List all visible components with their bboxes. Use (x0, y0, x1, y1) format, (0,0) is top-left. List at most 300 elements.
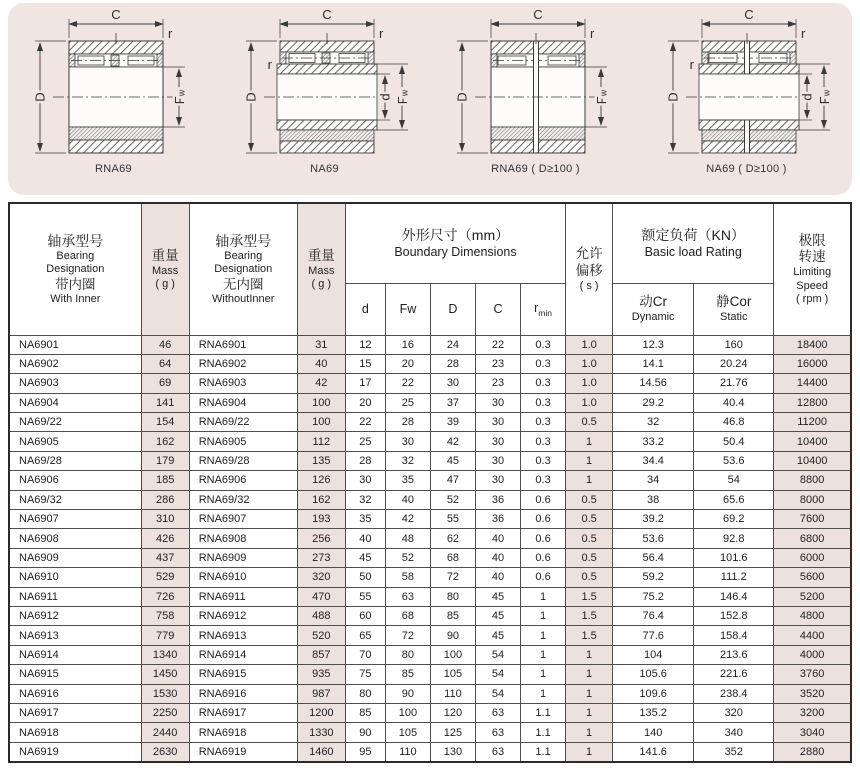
header-basic-load-rating (613, 203, 774, 283)
header-mass-2 (297, 203, 345, 335)
table-row (9, 490, 851, 509)
cell-dynamic-load: 14.56 (613, 374, 694, 393)
cell-misalignment: 1 (566, 703, 613, 722)
cell-rmin: 0.3 (521, 393, 566, 412)
cell-limiting-speed: 4400 (774, 626, 851, 645)
cell-C: 36 (475, 490, 520, 509)
cell-designation-without-inner: RNA6909 (189, 548, 297, 567)
cell-limiting-speed: 5200 (774, 587, 851, 606)
cell-mass-without-inner: 320 (297, 568, 345, 587)
header-en: Basic load Rating (644, 244, 742, 259)
cell-dynamic-load: 75.2 (613, 587, 694, 606)
table-row (9, 742, 851, 761)
cell-fw: 85 (385, 665, 430, 684)
cell-rmin: 1.1 (521, 723, 566, 742)
cell-mass-without-inner: 42 (297, 374, 345, 393)
bearing-section (475, 33, 601, 153)
cell-D: 45 (430, 451, 475, 470)
cell-C: 40 (475, 568, 520, 587)
cell-C: 36 (475, 510, 520, 529)
cell-designation-with-inner: NA6913 (9, 626, 141, 645)
cell-dynamic-load: 12.3 (613, 335, 694, 354)
dim-label-r: r (589, 26, 594, 41)
cell-mass-without-inner: 135 (297, 451, 345, 470)
cell-limiting-speed: 14400 (774, 374, 851, 393)
table-row (9, 354, 851, 373)
cell-misalignment: 1 (566, 471, 613, 490)
cell-fw: 42 (385, 510, 430, 529)
cell-d: 80 (345, 684, 385, 703)
cell-designation-with-inner: NA6903 (9, 374, 141, 393)
cell-dynamic-load: 59.2 (613, 568, 694, 587)
cell-designation-with-inner: NA69/32 (9, 490, 141, 509)
cell-static-load: 50.4 (694, 432, 774, 451)
bearing-drawing-na69 (222, 7, 428, 163)
cell-misalignment: 1.5 (566, 587, 613, 606)
cell-dynamic-load: 135.2 (613, 703, 694, 722)
cell-dynamic-load: 39.2 (613, 510, 694, 529)
cell-rmin: 0.3 (521, 374, 566, 393)
cell-limiting-speed: 3040 (774, 723, 851, 742)
cell-C: 30 (475, 413, 520, 432)
header-en: Designation (46, 263, 105, 276)
cell-static-load: 92.8 (694, 529, 774, 548)
diagram-caption: RNA69 (95, 163, 132, 175)
cell-mass-with-inner: 141 (141, 393, 189, 412)
cell-C: 22 (475, 335, 520, 354)
table-row (9, 374, 851, 393)
cell-fw: 105 (385, 723, 430, 742)
cell-C: 30 (475, 432, 520, 451)
header-zh: 无内圈 (222, 276, 264, 292)
cell-designation-without-inner: RNA6907 (189, 510, 297, 529)
diagram-caption: NA69 (310, 163, 339, 175)
header-zh: 重量 (151, 247, 179, 263)
dim-label-d: d (799, 93, 814, 101)
cell-mass-with-inner: 726 (141, 587, 189, 606)
cell-static-load: 46.8 (694, 413, 774, 432)
table-row (9, 471, 851, 490)
cell-mass-with-inner: 64 (141, 354, 189, 373)
table-row (9, 432, 851, 451)
dim-label-D: D (665, 92, 680, 102)
cell-d: 12 (345, 335, 385, 354)
cell-D: 24 (430, 335, 475, 354)
diagram-rna69-d100 (432, 7, 640, 175)
cell-static-load: 158.4 (694, 626, 774, 645)
header-zh: 偏移 (575, 262, 603, 278)
dim-label-D: D (243, 92, 258, 102)
dim-label-c: C (321, 7, 332, 22)
cell-mass-with-inner: 185 (141, 471, 189, 490)
cell-d: 75 (345, 665, 385, 684)
cell-mass-without-inner: 987 (297, 684, 345, 703)
cell-mass-with-inner: 162 (141, 432, 189, 451)
cell-C: 45 (475, 626, 520, 645)
cell-designation-without-inner: RNA6910 (189, 568, 297, 587)
cell-static-load: 146.4 (694, 587, 774, 606)
cell-limiting-speed: 6800 (774, 529, 851, 548)
cell-fw: 80 (385, 645, 430, 664)
cell-D: 37 (430, 393, 475, 412)
header-misalignment (566, 203, 613, 335)
cell-designation-with-inner: NA6902 (9, 354, 141, 373)
cell-d: 17 (345, 374, 385, 393)
header-designation-with-inner (9, 203, 141, 335)
header-en: Bearing (56, 250, 95, 263)
cell-C: 40 (475, 529, 520, 548)
dim-label-Fw: Fw (171, 89, 186, 105)
cell-mass-without-inner: 31 (297, 335, 345, 354)
table-row (9, 529, 851, 548)
cell-d: 20 (345, 393, 385, 412)
diagram-na69-d100 (643, 7, 851, 175)
cell-designation-with-inner: NA6917 (9, 703, 141, 722)
cell-mass-without-inner: 1200 (297, 703, 345, 722)
cell-mass-without-inner: 112 (297, 432, 345, 451)
header-zh: 允许 (575, 245, 603, 261)
header-boundary-dimensions (345, 203, 565, 283)
cell-fw: 72 (385, 626, 430, 645)
header-en: Boundary Dimensions (394, 244, 517, 259)
header-col-D: D (430, 283, 475, 335)
cell-limiting-speed: 8800 (774, 471, 851, 490)
cell-D: 55 (430, 510, 475, 529)
dim-label-c: C (110, 7, 121, 22)
dim-label-Fw: Fw (593, 89, 608, 105)
dim-label-r: r (800, 26, 805, 41)
table-row (9, 413, 851, 432)
cell-C: 45 (475, 606, 520, 625)
cell-dynamic-load: 38 (613, 490, 694, 509)
table-row (9, 626, 851, 645)
cell-designation-without-inner: RNA6905 (189, 432, 297, 451)
cell-d: 65 (345, 626, 385, 645)
header-unit: ( g ) (311, 277, 332, 290)
cell-mass-with-inner: 179 (141, 451, 189, 470)
table-row (9, 335, 851, 354)
cell-rmin: 1 (521, 684, 566, 703)
cell-designation-with-inner: NA6909 (9, 548, 141, 567)
header-zh: 极限 (798, 232, 826, 248)
header-en: WithoutInner (212, 293, 275, 306)
dim-label-Fw: Fw (816, 89, 831, 105)
cell-d: 45 (345, 548, 385, 567)
cell-dynamic-load: 109.6 (613, 684, 694, 703)
cell-rmin: 1 (521, 626, 566, 645)
header-col-fw: Fw (385, 283, 430, 335)
dim-label-d: d (377, 93, 392, 101)
cell-rmin: 1 (521, 645, 566, 664)
cell-limiting-speed: 18400 (774, 335, 851, 354)
cell-static-load: 54 (694, 471, 774, 490)
cell-dynamic-load: 104 (613, 645, 694, 664)
header-zh: 轴承型号 (47, 232, 104, 249)
cell-fw: 16 (385, 335, 430, 354)
diagram-caption: NA69 ( D≥100 ) (706, 163, 787, 175)
cell-rmin: 0.6 (521, 490, 566, 509)
cell-designation-without-inner: RNA6906 (189, 471, 297, 490)
header-designation-without-inner (189, 203, 297, 335)
cell-fw: 28 (385, 413, 430, 432)
header-unit: ( g ) (155, 277, 175, 290)
diagram-caption: RNA69 ( D≥100 ) (491, 163, 580, 175)
cell-dynamic-load: 53.6 (613, 529, 694, 548)
cell-misalignment: 1 (566, 665, 613, 684)
cell-limiting-speed: 16000 (774, 354, 851, 373)
cell-mass-with-inner: 437 (141, 548, 189, 567)
cell-mass-with-inner: 154 (141, 413, 189, 432)
dim-label-D: D (454, 92, 469, 102)
cell-C: 54 (475, 684, 520, 703)
cell-misalignment: 1.0 (566, 374, 613, 393)
cell-C: 30 (475, 451, 520, 470)
cell-limiting-speed: 12800 (774, 393, 851, 412)
cell-designation-with-inner: NA6905 (9, 432, 141, 451)
cell-misalignment: 0.5 (566, 529, 613, 548)
cell-designation-without-inner: RNA6902 (189, 354, 297, 373)
cell-static-load: 111.2 (694, 568, 774, 587)
cell-C: 63 (475, 703, 520, 722)
cell-designation-with-inner: NA6910 (9, 568, 141, 587)
cell-fw: 48 (385, 529, 430, 548)
cell-static-load: 238.4 (694, 684, 774, 703)
bearing-section (686, 33, 810, 153)
cell-D: 85 (430, 606, 475, 625)
cell-static-load: 213.6 (694, 645, 774, 664)
cell-rmin: 0.3 (521, 432, 566, 451)
cell-designation-without-inner: RNA6903 (189, 374, 297, 393)
cell-d: 50 (345, 568, 385, 587)
spec-table-wrap (8, 202, 852, 763)
cell-D: 42 (430, 432, 475, 451)
cell-misalignment: 1 (566, 742, 613, 761)
header-col-dynamic (613, 283, 694, 335)
header-zh: 转速 (798, 249, 826, 265)
cell-limiting-speed: 8000 (774, 490, 851, 509)
cell-mass-without-inner: 256 (297, 529, 345, 548)
cell-D: 120 (430, 703, 475, 722)
header-col-rmin: $r_{min}$ (521, 283, 566, 335)
header-en: Bearing (224, 250, 263, 263)
cell-designation-without-inner: RNA6915 (189, 665, 297, 684)
cell-rmin: 0.6 (521, 510, 566, 529)
cell-designation-with-inner: NA6916 (9, 684, 141, 703)
cell-designation-without-inner: RNA6918 (189, 723, 297, 742)
dim-label-c: C (532, 7, 543, 22)
cell-C: 54 (475, 665, 520, 684)
cell-mass-without-inner: 520 (297, 626, 345, 645)
cell-static-load: 152.8 (694, 606, 774, 625)
cell-mass-with-inner: 286 (141, 490, 189, 509)
cell-designation-with-inner: NA6907 (9, 510, 141, 529)
cell-D: 28 (430, 354, 475, 373)
cell-D: 80 (430, 587, 475, 606)
dim-d (799, 74, 815, 120)
cell-dynamic-load: 34 (613, 471, 694, 490)
cell-rmin: 1 (521, 665, 566, 684)
cell-rmin: 0.6 (521, 529, 566, 548)
cell-misalignment: 1.5 (566, 626, 613, 645)
cell-limiting-speed: 3760 (774, 665, 851, 684)
cell-misalignment: 1 (566, 684, 613, 703)
cell-d: 15 (345, 354, 385, 373)
header-zh: 外形尺寸（mm） (401, 227, 510, 244)
cell-rmin: 0.3 (521, 451, 566, 470)
bearing-spec-table (8, 202, 852, 763)
cell-fw: 63 (385, 587, 430, 606)
cell-mass-without-inner: 126 (297, 471, 345, 490)
cell-limiting-speed: 10400 (774, 451, 851, 470)
cell-d: 70 (345, 645, 385, 664)
bearing-section (53, 33, 179, 153)
cell-d: 22 (345, 413, 385, 432)
cell-mass-without-inner: 193 (297, 510, 345, 529)
cell-d: 85 (345, 703, 385, 722)
header-en: Mass (308, 264, 335, 277)
cell-fw: 68 (385, 606, 430, 625)
cell-rmin: 0.6 (521, 548, 566, 567)
cell-mass-with-inner: 529 (141, 568, 189, 587)
cell-dynamic-load: 29.2 (613, 393, 694, 412)
cell-dynamic-load: 76.4 (613, 606, 694, 625)
cell-static-load: 69.2 (694, 510, 774, 529)
cell-misalignment: 0.5 (566, 548, 613, 567)
header-col-static (694, 283, 774, 335)
cell-misalignment: 1 (566, 645, 613, 664)
cell-d: 95 (345, 742, 385, 761)
cell-misalignment: 1 (566, 723, 613, 742)
cell-misalignment: 1.0 (566, 354, 613, 373)
cell-mass-without-inner: 100 (297, 413, 345, 432)
bearing-drawing-rna69 (11, 7, 217, 163)
bearing-section (264, 33, 388, 153)
dim-label-c: C (743, 7, 754, 22)
cell-fw: 22 (385, 374, 430, 393)
cell-d: 55 (345, 587, 385, 606)
dim-C (491, 7, 585, 38)
cell-designation-without-inner: RNA6904 (189, 393, 297, 412)
cell-static-load: 53.6 (694, 451, 774, 470)
cell-mass-with-inner: 758 (141, 606, 189, 625)
cell-dynamic-load: 77.6 (613, 626, 694, 645)
cell-C: 23 (475, 374, 520, 393)
header-unit: ( s ) (579, 279, 599, 292)
cell-rmin: 1 (521, 606, 566, 625)
header-en: With Inner (50, 293, 101, 306)
dim-d (377, 74, 393, 120)
cell-mass-without-inner: 1330 (297, 723, 345, 742)
cell-d: 30 (345, 471, 385, 490)
cell-mass-without-inner: 935 (297, 665, 345, 684)
cell-limiting-speed: 4000 (774, 645, 851, 664)
header-en: Speed (796, 279, 829, 292)
cell-mass-with-inner: 69 (141, 374, 189, 393)
cell-dynamic-load: 56.4 (613, 548, 694, 567)
cell-designation-with-inner: NA6908 (9, 529, 141, 548)
dim-label-r: r (167, 26, 172, 41)
cell-misalignment: 1.0 (566, 335, 613, 354)
cell-fw: 58 (385, 568, 430, 587)
cell-static-load: 20.24 (694, 354, 774, 373)
cell-mass-without-inner: 1460 (297, 742, 345, 761)
cell-limiting-speed: 11200 (774, 413, 851, 432)
dim-label-r: r (378, 26, 383, 41)
cell-limiting-speed: 2880 (774, 742, 851, 761)
cell-d: 35 (345, 510, 385, 529)
cell-misalignment: 0.5 (566, 568, 613, 587)
cell-d: 32 (345, 490, 385, 509)
cell-d: 28 (345, 451, 385, 470)
cell-designation-without-inner: RNA6917 (189, 703, 297, 722)
cell-rmin: 0.3 (521, 354, 566, 373)
cell-D: 47 (430, 471, 475, 490)
header-col-d: d (345, 283, 385, 335)
cell-C: 45 (475, 587, 520, 606)
cell-C: 63 (475, 742, 520, 761)
cell-mass-without-inner: 273 (297, 548, 345, 567)
cell-mass-without-inner: 488 (297, 606, 345, 625)
cell-mass-with-inner: 2630 (141, 742, 189, 761)
cell-fw: 40 (385, 490, 430, 509)
table-row (9, 451, 851, 470)
header-mass-1 (141, 203, 189, 335)
header-zh: 轴承型号 (215, 232, 272, 249)
cell-fw: 52 (385, 548, 430, 567)
cell-limiting-speed: 3200 (774, 703, 851, 722)
cell-C: 40 (475, 548, 520, 567)
dim-Fw (163, 67, 187, 127)
cell-mass-with-inner: 310 (141, 510, 189, 529)
cell-rmin: 0.6 (521, 568, 566, 587)
cell-misalignment: 1.0 (566, 393, 613, 412)
table-row (9, 723, 851, 742)
cell-D: 68 (430, 548, 475, 567)
cell-designation-without-inner: RNA6914 (189, 645, 297, 664)
cell-C: 54 (475, 645, 520, 664)
cell-misalignment: 0.5 (566, 413, 613, 432)
cell-designation-with-inner: NA6912 (9, 606, 141, 625)
cell-misalignment: 0.5 (566, 510, 613, 529)
cell-static-load: 340 (694, 723, 774, 742)
cell-designation-without-inner: RNA6913 (189, 626, 297, 645)
table-row (9, 684, 851, 703)
cell-fw: 90 (385, 684, 430, 703)
cell-designation-without-inner: RNA6919 (189, 742, 297, 761)
header-zh: 带内圈 (55, 276, 96, 292)
cell-dynamic-load: 34.4 (613, 451, 694, 470)
table-row (9, 587, 851, 606)
cell-D: 130 (430, 742, 475, 761)
cell-D: 105 (430, 665, 475, 684)
cell-D: 72 (430, 568, 475, 587)
table-row (9, 548, 851, 567)
header-en: Static (719, 310, 748, 323)
cell-misalignment: 1 (566, 432, 613, 451)
cell-d: 25 (345, 432, 385, 451)
cell-mass-with-inner: 426 (141, 529, 189, 548)
cell-fw: 32 (385, 451, 430, 470)
cell-mass-with-inner: 46 (141, 335, 189, 354)
cell-designation-without-inner: RNA69/22 (189, 413, 297, 432)
cell-mass-without-inner: 857 (297, 645, 345, 664)
cell-dynamic-load: 140 (613, 723, 694, 742)
cell-C: 23 (475, 354, 520, 373)
header-col-C: C (475, 283, 520, 335)
cell-limiting-speed: 7600 (774, 510, 851, 529)
table-body (9, 335, 851, 762)
table-row (9, 665, 851, 684)
